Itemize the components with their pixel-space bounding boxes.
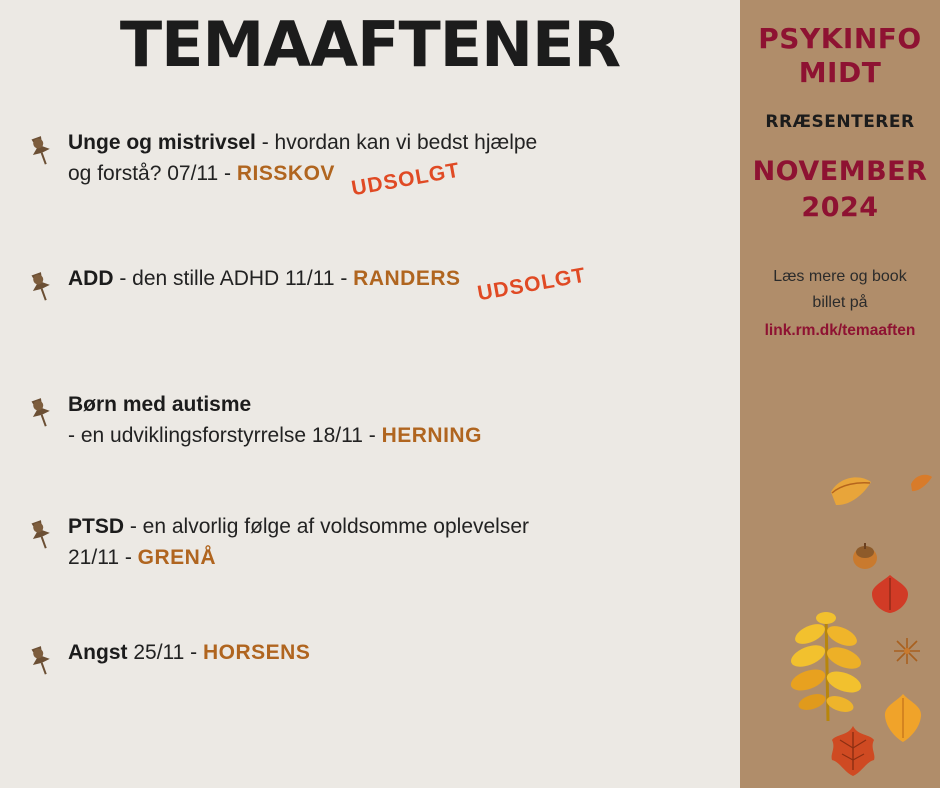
event-title: Unge og mistrivsel bbox=[68, 131, 256, 154]
leaf-icon bbox=[826, 472, 876, 519]
event-title: Børn med autisme bbox=[68, 393, 252, 416]
event-detail: - en alvorlig følge af voldsomme oplevelser bbox=[124, 515, 530, 538]
event-city: HERNING bbox=[381, 424, 482, 447]
event-detail: - hvordan kan vi bedst hjælpe bbox=[255, 131, 538, 154]
event-city: RISSKOV bbox=[236, 162, 335, 185]
event-detail-2: - en udviklingsforstyrrelse 18/11 - bbox=[68, 424, 382, 447]
booking-line-2: billet på bbox=[812, 294, 868, 311]
pushpin-icon bbox=[24, 396, 58, 430]
event-line-2 bbox=[68, 158, 730, 201]
event-detail: 25/11 - bbox=[127, 641, 203, 664]
event-list bbox=[0, 128, 740, 718]
event-title: PTSD bbox=[68, 515, 125, 538]
leaf-icon bbox=[880, 692, 926, 749]
status-badge: UDSOLGT bbox=[475, 263, 588, 306]
event-line-1 bbox=[68, 638, 730, 668]
leaf-icon bbox=[868, 572, 912, 621]
event-detail-2: og forstå? 07/11 - bbox=[68, 162, 237, 185]
page-title: TEMAAFTENER bbox=[119, 8, 621, 81]
event-detail-2: 21/11 - bbox=[68, 546, 138, 569]
pushpin-icon bbox=[24, 644, 58, 678]
leaf-icon bbox=[892, 636, 922, 671]
event-city: HORSENS bbox=[203, 641, 311, 664]
pushpin-icon bbox=[24, 134, 58, 168]
month-label: NOVEMBER bbox=[752, 156, 928, 187]
event-line-1 bbox=[68, 263, 730, 306]
booking-link[interactable]: link.rm.dk/temaaften bbox=[764, 322, 916, 339]
date-block bbox=[740, 154, 940, 226]
pushpin-icon bbox=[24, 518, 58, 552]
event-line-1 bbox=[68, 128, 730, 158]
presenter-label: RRÆSENTERER bbox=[765, 112, 915, 132]
event-detail: - den stille ADHD 11/11 - bbox=[113, 267, 354, 290]
leaf-icon bbox=[824, 722, 882, 785]
leaf-icon bbox=[908, 470, 934, 501]
sidebar bbox=[740, 0, 940, 788]
event-city: RANDERS bbox=[353, 267, 461, 290]
booking-line-1: Læs mere og book bbox=[773, 268, 907, 285]
event-title: Angst bbox=[68, 641, 128, 664]
status-badge: UDSOLGT bbox=[349, 158, 462, 201]
list-item bbox=[0, 128, 740, 264]
brand-name bbox=[740, 22, 940, 90]
event-line-2 bbox=[68, 421, 730, 451]
event-line-1 bbox=[68, 512, 730, 542]
pushpin-icon bbox=[24, 270, 58, 304]
list-item bbox=[0, 390, 740, 512]
event-title: ADD bbox=[68, 267, 114, 290]
event-city: GRENÅ bbox=[137, 546, 216, 569]
list-item bbox=[0, 264, 740, 390]
list-item bbox=[0, 638, 740, 718]
brand-line-1: PSYKINFO bbox=[758, 22, 922, 55]
event-line-1 bbox=[68, 390, 730, 420]
year-label: 2024 bbox=[801, 192, 879, 223]
list-item bbox=[0, 512, 740, 638]
leaf-icon bbox=[848, 540, 882, 579]
event-line-2 bbox=[68, 543, 730, 573]
leaf-icon bbox=[778, 606, 874, 731]
booking-info bbox=[740, 264, 940, 344]
brand-line-2: MIDT bbox=[798, 56, 882, 89]
